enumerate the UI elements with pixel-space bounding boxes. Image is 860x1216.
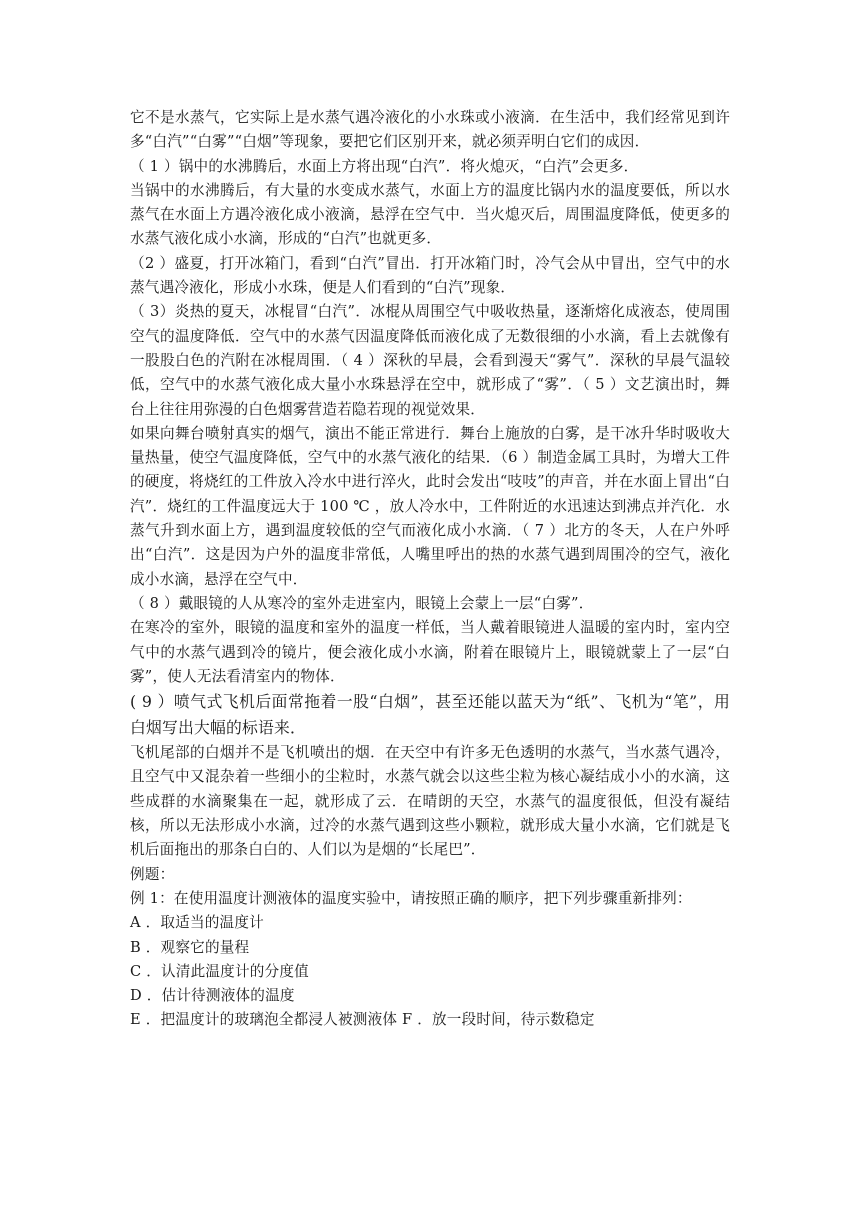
example-1-step-e-f: E ．把温度计的玻璃泡全都浸人被测液体 F ．放一段时间，待示数稳定 [130, 1011, 595, 1029]
paragraph-items-3-5: （ 3）炎热的夏天，冰棍冒“白汽”．冰棍从周围空气中吸收热量，逐渐熔化成液态，使周围空气的温度降低．空气中的水蒸气因温度降低而液化成了无数很细的小水滴，看上去就像有一股股白色的汽附在冰棍周围．（ 4 ）深秋的早晨，会看到漫天“雾气”．深秋的早晨气温较低，空气中的水蒸气液化成大量小水珠悬浮在空中，就形成了“雾”．（ 5 ）文艺演出时，舞台上往往用弥漫的白色烟雾营造若隐若现的视觉效果． [130, 303, 730, 418]
paragraph-intro: 它不是水蒸气，它实际上是水蒸气遇冷液化的小水珠或小液滴．在生活中，我们经常见到许多“白汽”“白雾”“白烟”等现象，要把它们区别开来，就必须弄明白它们的成因． [130, 109, 730, 151]
example-1-question: 例 1：在使用温度计测液体的温度实验中，请按照正确的顺序，把下列步骤重新排列： [130, 889, 692, 907]
example-1-step-c: C ．认清此温度计的分度值 [130, 962, 309, 980]
example-1-step-a: A ．取适当的温度计 [130, 914, 264, 932]
paragraph-item-8-body: 在寒冷的室外，眼镜的温度和室外的温度一样低，当人戴着眼镜进人温暖的室内时，室内空气中的水蒸气遇到冷的镜片，便会液化成小水滴，附着在眼镜片上，眼镜就蒙上了一层“白雾”，使人无法看清室内的物体． [130, 619, 730, 685]
examples-heading: 例题： [130, 865, 175, 883]
paragraph-item-1-heading: （ 1 ）锅中的水沸腾后，水面上方将出现“白汽”．将火熄灭，“白汽”会更多． [130, 157, 639, 175]
example-1-step-b: B ．观察它的量程 [130, 938, 250, 956]
document-page [130, 106, 730, 1033]
paragraph-item-1-body: 当锅中的水沸腾后，有大量的水变成水蒸气，水面上方的温度比锅内水的温度要低，所以水蒸气在水面上方遇冷液化成小液滴，悬浮在空气中．当火熄灭后，周围温度降低，使更多的水蒸气液化成小水滴，形成的“白汽”也就更多． [130, 181, 730, 248]
example-1-step-d: D ．估计待测液体的温度 [130, 987, 295, 1005]
paragraph-item-2: （2 ）盛夏，打开冰箱门，看到“白汽”冒出．打开冰箱门时，冷气会从中冒出，空气中的水蒸气遇冷液化，形成小水珠，便是人们看到的“白汽”现象． [130, 254, 730, 297]
paragraph-item-9-heading: ( 9 ）喷气式飞机后面常拖着一股“白烟”，甚至还能以蓝天为“纸”、飞机为“笔”，用白烟写出大幅的标语来． [130, 692, 730, 738]
paragraph-item-9-body: 飞机尾部的白烟并不是飞机喷出的烟．在天空中有许多无色透明的水蒸气，当水蒸气遇冷，且空气中又混杂着一些细小的尘粒时，水蒸气就会以这些尘粒为核心凝结成小小的水滴，这些成群的水滴聚集在一起，就形成了云．在晴朗的天空，水蒸气的温度很低，但没有凝结核，所以无法形成小水滴，过冷的水蒸气遇到这些小颗粒，就形成大量小水滴，它们就是飞机后面拖出的那条白白的、人们以为是烟的“长尾巴”． [130, 744, 730, 859]
paragraph-items-6-7: 如果向舞台喷射真实的烟气，演出不能正常进行．舞台上施放的白雾，是干冰升华时吸收大量热量，使空气温度降低，空气中的水蒸气液化的结果．（6 ）制造金属工具时，为增大工件的硬度，将烧红的工件放入冷水中进行淬火，此时会发出“吱吱”的声音，并在水面上冒出“白汽”．烧红的工件温度远大于 100 ℃ ，放人冷水中，工件附近的水迅速达到沸点并汽化．水蒸气升到水面上方，遇到温度较低的空气而液化成小水滴．（ 7 ）北方的冬天，人在户外呼出“白汽”．这是因为户外的温度非常低，人嘴里呼出的热的水蒸气遇到周围冷的空气，液化成小水滴，悬浮在空气中． [130, 424, 730, 588]
paragraph-item-8-heading: （ 8 ）戴眼镜的人从寒冷的室外走进室内，眼镜上会蒙上一层“白雾”． [130, 594, 594, 612]
